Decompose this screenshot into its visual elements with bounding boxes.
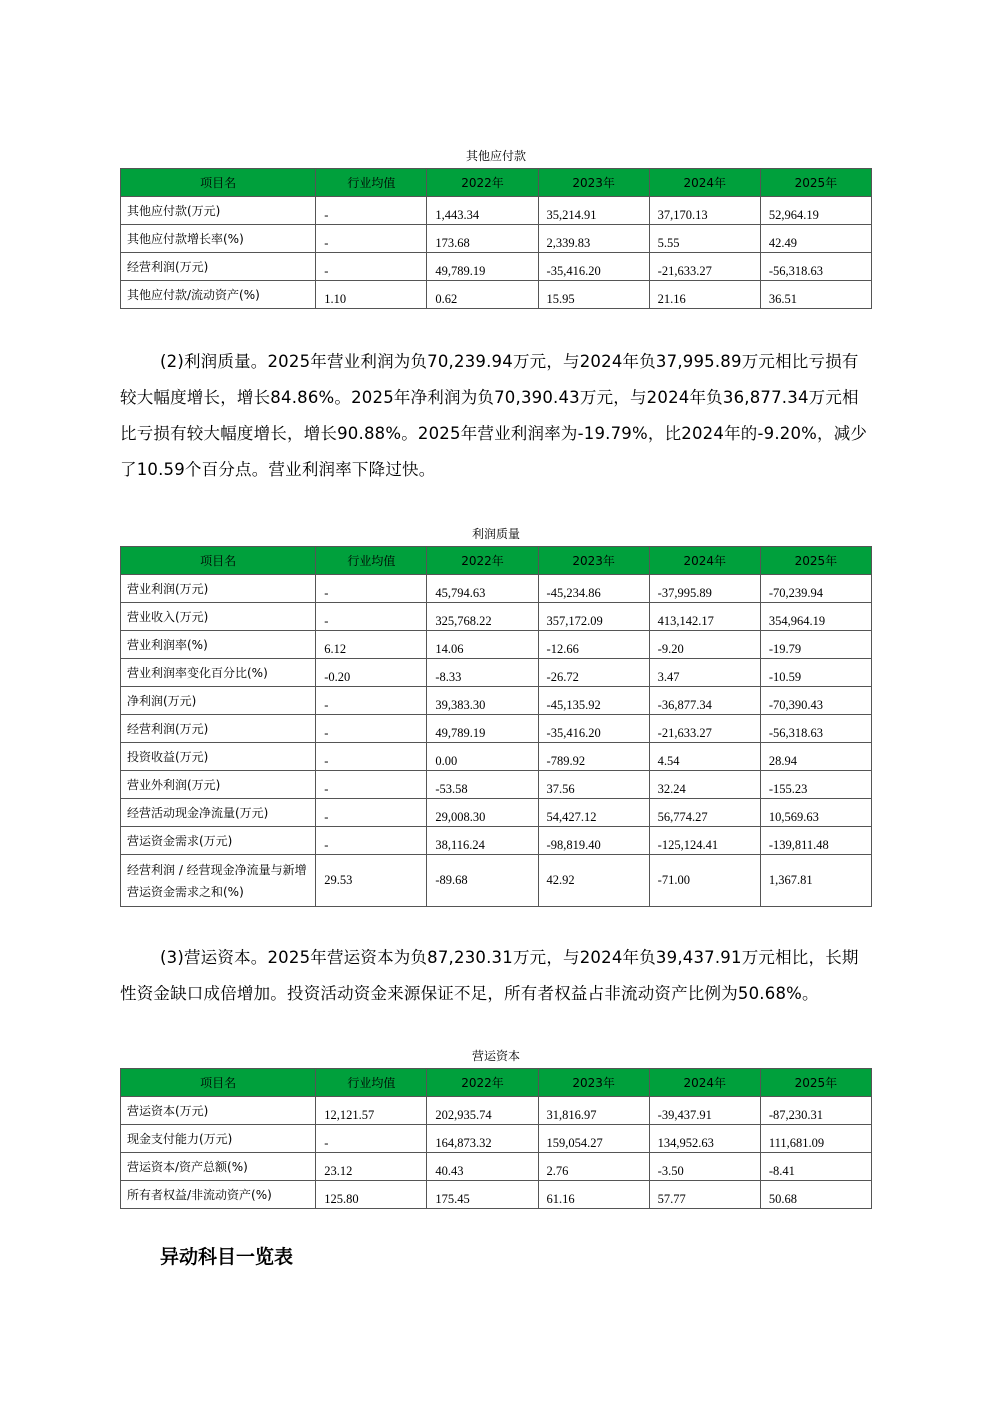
table-row	[121, 281, 872, 309]
column-header: 2022年	[427, 547, 538, 575]
section-heading: 异动科目一览表	[160, 1246, 294, 1268]
table-row	[121, 575, 872, 603]
table-row	[121, 603, 872, 631]
row-label: 营运资金需求(万元)	[121, 827, 316, 855]
table-cell: 12,121.57	[316, 1097, 427, 1125]
table-cell: -19.79	[760, 631, 871, 659]
row-label: 营运资本(万元)	[121, 1097, 316, 1125]
row-label: 营业收入(万元)	[121, 603, 316, 631]
table-cell: -70,390.43	[760, 687, 871, 715]
table-cell: 29,008.30	[427, 799, 538, 827]
table-cell: -12.66	[538, 631, 649, 659]
table-cell: -	[316, 225, 427, 253]
column-header: 2025年	[760, 169, 871, 197]
table-cell: -53.58	[427, 771, 538, 799]
table-cell: 49,789.19	[427, 253, 538, 281]
table-cell: 14.06	[427, 631, 538, 659]
table-cell: 15.95	[538, 281, 649, 309]
column-header: 项目名	[121, 547, 316, 575]
table-cell: -	[316, 687, 427, 715]
row-label: 净利润(万元)	[121, 687, 316, 715]
table-cell: 111,681.09	[760, 1125, 871, 1153]
table-cell: 61.16	[538, 1181, 649, 1209]
table-cell: 50.68	[760, 1181, 871, 1209]
table-cell: 31,816.97	[538, 1097, 649, 1125]
column-header: 项目名	[121, 1069, 316, 1097]
table-cell: 413,142.17	[649, 603, 760, 631]
table-header-row	[121, 169, 872, 197]
table-row	[121, 631, 872, 659]
table-cell: 2.76	[538, 1153, 649, 1181]
table-cell: 52,964.19	[760, 197, 871, 225]
table-cell: -	[316, 743, 427, 771]
table-cell: 37.56	[538, 771, 649, 799]
table-cell: -26.72	[538, 659, 649, 687]
table-cell: -	[316, 1125, 427, 1153]
table-cell: -45,234.86	[538, 575, 649, 603]
table-cell: -155.23	[760, 771, 871, 799]
profit-quality-text: (2)利润质量。2025年营业利润为负70,239.94万元，与2024年负37,995.89万元相比亏损有较大幅度增长，增长84.86%。2025年净利润为负70,390.43万元，与2024年负36,877.34万元相比亏损有较大幅度增长，增长90.88%。2025年营业利润率为-19.79%，比2024年的-9.20%，减少了10.59个百分点。营业利润率下降过快。	[120, 352, 868, 479]
profit-quality-table	[120, 546, 872, 907]
table-cell: 159,054.27	[538, 1125, 649, 1153]
table-row	[121, 743, 872, 771]
other-payables-table	[120, 168, 872, 309]
row-label: 经营利润(万元)	[121, 715, 316, 743]
table-cell: 36.51	[760, 281, 871, 309]
table-cell: -21,633.27	[649, 715, 760, 743]
table-cell: 202,935.74	[427, 1097, 538, 1125]
column-header: 2025年	[760, 547, 871, 575]
row-label: 经营利润(万元)	[121, 253, 316, 281]
table-cell: -	[316, 799, 427, 827]
table-cell: -45,135.92	[538, 687, 649, 715]
row-label: 所有者权益/非流动资产(%)	[121, 1181, 316, 1209]
table-cell: 2,339.83	[538, 225, 649, 253]
table-cell: -87,230.31	[760, 1097, 871, 1125]
table-cell: 42.49	[760, 225, 871, 253]
table-cell: -	[316, 715, 427, 743]
table-cell: 35,214.91	[538, 197, 649, 225]
table-cell: -36,877.34	[649, 687, 760, 715]
row-label: 营业利润率变化百分比(%)	[121, 659, 316, 687]
table-cell: 134,952.63	[649, 1125, 760, 1153]
table-cell: -	[316, 253, 427, 281]
table-cell: 175.45	[427, 1181, 538, 1209]
table-cell: 32.24	[649, 771, 760, 799]
table-header-row	[121, 1069, 872, 1097]
column-header: 2022年	[427, 169, 538, 197]
row-label: 其他应付款增长率(%)	[121, 225, 316, 253]
table-row	[121, 253, 872, 281]
table-row	[121, 827, 872, 855]
table-cell: -98,819.40	[538, 827, 649, 855]
table-cell: 325,768.22	[427, 603, 538, 631]
table-header-row	[121, 547, 872, 575]
column-header: 2024年	[649, 547, 760, 575]
table-cell: -	[316, 575, 427, 603]
table-cell: -71.00	[649, 855, 760, 907]
table-cell: -0.20	[316, 659, 427, 687]
table-cell: 10,569.63	[760, 799, 871, 827]
table-cell: 354,964.19	[760, 603, 871, 631]
table-row	[121, 855, 872, 907]
working-capital-text: (3)营运资本。2025年营运资本为负87,230.31万元，与2024年负39,437.91万元相比，长期性资金缺口成倍增加。投资活动资金来源保证不足，所有者权益占非流动资产比例为50.68%。	[120, 948, 859, 1003]
table-cell: -35,416.20	[538, 715, 649, 743]
table-cell: 39,383.30	[427, 687, 538, 715]
table-cell: -35,416.20	[538, 253, 649, 281]
table-cell: -	[316, 827, 427, 855]
table-cell: 164,873.32	[427, 1125, 538, 1153]
table-cell: 23.12	[316, 1153, 427, 1181]
table-cell: 5.55	[649, 225, 760, 253]
table-cell: 21.16	[649, 281, 760, 309]
table-cell: -9.20	[649, 631, 760, 659]
table-cell: -89.68	[427, 855, 538, 907]
column-header: 2023年	[538, 1069, 649, 1097]
table-cell: 125.80	[316, 1181, 427, 1209]
table-cell: -8.41	[760, 1153, 871, 1181]
table-caption-profit-quality: 利润质量	[471, 527, 520, 541]
table-row	[121, 687, 872, 715]
table-cell: -789.92	[538, 743, 649, 771]
row-label: 投资收益(万元)	[121, 743, 316, 771]
table-row	[121, 799, 872, 827]
table-row	[121, 659, 872, 687]
row-label: 其他应付款(万元)	[121, 197, 316, 225]
table-cell: -21,633.27	[649, 253, 760, 281]
table-cell: -	[316, 197, 427, 225]
table-cell: -37,995.89	[649, 575, 760, 603]
table-cell: 29.53	[316, 855, 427, 907]
working-capital-table	[120, 1068, 872, 1209]
table-cell: 3.47	[649, 659, 760, 687]
table-cell: -139,811.48	[760, 827, 871, 855]
table-row	[121, 1181, 872, 1209]
column-header: 行业均值	[316, 1069, 427, 1097]
profit-quality-paragraph	[120, 344, 872, 488]
column-header: 2022年	[427, 1069, 538, 1097]
row-label: 经营利润 / 经营现金净流量与新增营运资金需求之和(%)	[121, 855, 316, 907]
table-row	[121, 197, 872, 225]
column-header: 2023年	[538, 547, 649, 575]
column-header: 2024年	[649, 169, 760, 197]
column-header: 行业均值	[316, 169, 427, 197]
table-row	[121, 225, 872, 253]
table-row	[121, 715, 872, 743]
row-label: 现金支付能力(万元)	[121, 1125, 316, 1153]
row-label: 营业利润(万元)	[121, 575, 316, 603]
table-cell: 57.77	[649, 1181, 760, 1209]
table-cell: 42.92	[538, 855, 649, 907]
table-cell: 357,172.09	[538, 603, 649, 631]
table-cell: 1,443.34	[427, 197, 538, 225]
table-cell: 56,774.27	[649, 799, 760, 827]
table-cell: 173.68	[427, 225, 538, 253]
column-header: 2025年	[760, 1069, 871, 1097]
table-cell: 28.94	[760, 743, 871, 771]
column-header: 项目名	[121, 169, 316, 197]
table-cell: -3.50	[649, 1153, 760, 1181]
column-header: 2024年	[649, 1069, 760, 1097]
table-cell: -8.33	[427, 659, 538, 687]
table-cell: -56,318.63	[760, 715, 871, 743]
table-cell: 0.62	[427, 281, 538, 309]
table-row	[121, 1097, 872, 1125]
table-cell: -	[316, 603, 427, 631]
row-label: 营运资本/资产总额(%)	[121, 1153, 316, 1181]
table-cell: 49,789.19	[427, 715, 538, 743]
table-cell: 0.00	[427, 743, 538, 771]
table-cell: -39,437.91	[649, 1097, 760, 1125]
table-row	[121, 1125, 872, 1153]
table-cell: 6.12	[316, 631, 427, 659]
table-row	[121, 771, 872, 799]
table-cell: -56,318.63	[760, 253, 871, 281]
table-caption-other-payables: 其他应付款	[465, 149, 526, 163]
table-cell: 38,116.24	[427, 827, 538, 855]
table-cell: 40.43	[427, 1153, 538, 1181]
column-header: 行业均值	[316, 547, 427, 575]
table-cell: 45,794.63	[427, 575, 538, 603]
table-row	[121, 1153, 872, 1181]
table-cell: 37,170.13	[649, 197, 760, 225]
row-label: 营业外利润(万元)	[121, 771, 316, 799]
table-cell: 1,367.81	[760, 855, 871, 907]
row-label: 其他应付款/流动资产(%)	[121, 281, 316, 309]
table-caption-working-capital: 营运资本	[471, 1049, 520, 1063]
row-label: 营业利润率(%)	[121, 631, 316, 659]
table-cell: -125,124.41	[649, 827, 760, 855]
table-cell: 4.54	[649, 743, 760, 771]
row-label: 经营活动现金净流量(万元)	[121, 799, 316, 827]
table-cell: -10.59	[760, 659, 871, 687]
column-header: 2023年	[538, 169, 649, 197]
table-cell: -70,239.94	[760, 575, 871, 603]
table-cell: 54,427.12	[538, 799, 649, 827]
table-cell: 1.10	[316, 281, 427, 309]
table-cell: -	[316, 771, 427, 799]
working-capital-paragraph	[120, 940, 872, 1012]
